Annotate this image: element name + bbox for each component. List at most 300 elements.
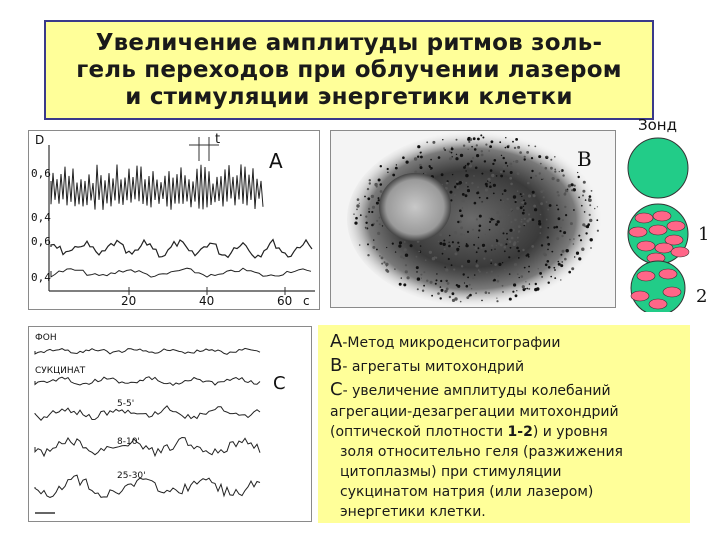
granule-dot	[473, 137, 476, 140]
probe-granule	[667, 221, 685, 231]
granule-dot	[365, 216, 367, 218]
granule-dot	[496, 298, 497, 299]
granule-dot	[404, 248, 407, 251]
granule-dot	[497, 280, 500, 283]
legend-line-5-pre: (оптической плотности	[330, 424, 508, 440]
x-tick-label-40: 40	[199, 294, 215, 308]
granule-dot	[551, 203, 553, 205]
granule-dot	[548, 266, 551, 269]
granule-dot	[372, 206, 375, 209]
granule-dot	[491, 140, 494, 143]
granule-dot	[465, 194, 468, 197]
granule-dot	[545, 167, 548, 170]
granule-dot	[510, 208, 513, 211]
granule-dot	[507, 238, 509, 240]
granule-dot	[558, 263, 561, 266]
granule-dot	[524, 158, 526, 160]
granule-dot	[585, 199, 587, 201]
granule-dot	[395, 167, 398, 170]
granule-dot	[485, 188, 488, 191]
granule-dot	[566, 249, 569, 252]
granule-dot	[499, 141, 501, 143]
granule-dot	[476, 154, 479, 157]
granule-dot	[452, 241, 454, 243]
granule-dot	[517, 172, 520, 175]
granule-dot	[441, 173, 444, 176]
granule-dot	[452, 174, 453, 175]
granule-dot	[548, 282, 550, 284]
trace-a-lower	[51, 240, 312, 278]
granule-dot	[493, 280, 494, 281]
granule-dot	[450, 191, 453, 194]
granule-dot	[469, 198, 470, 199]
granule-dot	[499, 216, 502, 219]
granule-dot	[528, 266, 530, 268]
granule-dot	[422, 290, 424, 292]
granule-dot	[455, 157, 458, 160]
granule-dot	[488, 150, 489, 151]
granule-dot	[524, 218, 526, 220]
granule-dot	[354, 222, 357, 225]
granule-dot	[456, 186, 459, 189]
granule-dot	[420, 274, 422, 276]
granule-dot	[467, 138, 470, 141]
probe-circle-control	[628, 138, 688, 198]
granule-dot	[451, 264, 453, 266]
granule-dot	[417, 277, 420, 280]
granule-dot	[448, 245, 451, 248]
granule-dot	[420, 152, 422, 154]
granule-dot	[504, 238, 506, 240]
granule-dot	[518, 231, 520, 233]
granule-dot	[547, 243, 550, 246]
legend-text-c: - увеличение амплитуды колебаний	[342, 383, 611, 399]
granule-dot	[426, 141, 428, 143]
granule-dot	[442, 253, 444, 255]
granule-dot	[562, 250, 565, 253]
granule-dot	[474, 148, 477, 151]
granule-dot	[359, 203, 360, 204]
granule-dot	[404, 241, 406, 243]
granule-dot	[476, 192, 479, 195]
panel-a-label: A	[269, 149, 283, 173]
granule-dot	[532, 218, 535, 221]
granule-dot	[492, 163, 494, 165]
granule-dot	[521, 196, 522, 197]
granule-dot	[437, 292, 440, 295]
granule-dot	[501, 155, 502, 156]
y-tick-2: 0,4	[31, 211, 51, 224]
probe-number-2: 2	[696, 286, 708, 307]
granule-dot	[512, 141, 514, 143]
granule-dot	[538, 155, 541, 158]
granule-dot	[540, 163, 542, 165]
granule-dot	[528, 218, 531, 221]
granule-dot	[539, 226, 541, 228]
granule-dot	[518, 250, 520, 252]
granule-dot	[505, 162, 507, 164]
granule-dot	[504, 269, 505, 270]
granule-dot	[523, 199, 525, 201]
granule-dot	[510, 166, 512, 168]
granule-dot	[541, 276, 543, 278]
granule-dot	[516, 247, 519, 250]
granule-dot	[377, 232, 380, 235]
granule-dot	[456, 284, 458, 286]
granule-dot	[564, 192, 566, 194]
granule-dot	[371, 195, 374, 198]
legend-letter-a: A	[330, 331, 343, 352]
granule-dot	[489, 185, 492, 188]
granule-dot	[479, 215, 482, 218]
legend-line-c	[330, 379, 611, 400]
granule-dot	[426, 280, 428, 282]
granule-dot	[478, 229, 480, 231]
granule-dot	[500, 229, 503, 232]
granule-dot	[562, 261, 563, 262]
granule-dot	[430, 159, 432, 161]
trace-c-line	[35, 348, 260, 354]
granule-dot	[385, 269, 388, 272]
granule-dot	[443, 147, 445, 149]
trace-c-line	[35, 377, 260, 386]
granule-dot	[432, 257, 435, 260]
granule-dot	[504, 250, 506, 252]
granule-dot	[521, 221, 523, 223]
granule-dot	[460, 233, 463, 236]
granule-dot	[534, 288, 537, 291]
granule-dot	[553, 226, 555, 228]
panel-a-densitogram	[28, 130, 320, 310]
granule-dot	[528, 145, 530, 147]
granule-dot	[569, 239, 571, 241]
granule-dot	[427, 168, 429, 170]
granule-dot	[584, 211, 586, 213]
granule-dot	[360, 214, 362, 216]
granule-dot	[553, 267, 555, 269]
panel-c-label: C	[273, 373, 286, 394]
granule-dot	[543, 196, 545, 198]
trace-label-5: 5-5'	[117, 399, 135, 409]
granule-dot	[583, 181, 586, 184]
granule-dot	[516, 290, 517, 291]
granule-dot	[387, 172, 388, 173]
granule-dot	[554, 156, 556, 158]
granule-dot	[573, 209, 575, 211]
granule-dot	[522, 201, 525, 204]
granule-dot	[452, 292, 455, 295]
granule-dot	[557, 208, 559, 210]
granule-dot	[371, 211, 373, 213]
granule-dot	[518, 257, 520, 259]
granule-dot	[528, 288, 530, 290]
granule-dot	[540, 232, 542, 234]
granule-dot	[381, 263, 383, 265]
granule-dot	[543, 252, 546, 255]
granule-dot	[565, 214, 567, 216]
granule-dot	[551, 251, 553, 253]
granule-dot	[357, 198, 360, 201]
granule-dot	[487, 180, 488, 181]
granule-dot	[519, 151, 522, 154]
probe-granule	[655, 243, 673, 253]
granule-dot	[417, 288, 419, 290]
granule-dot	[463, 166, 466, 169]
legend-letter-b: B	[330, 355, 343, 376]
granule-dot	[494, 159, 497, 162]
y-tick-3: 0,6	[31, 235, 51, 248]
granule-dot	[560, 254, 562, 256]
granule-dot	[540, 214, 541, 215]
granule-dot	[451, 245, 453, 247]
granule-dot	[451, 148, 454, 151]
trace-c-line	[35, 406, 260, 420]
granule-dot	[490, 259, 492, 261]
granule-dot	[513, 161, 514, 162]
granule-dot	[590, 247, 592, 249]
granule-dot	[523, 223, 526, 226]
granule-dot	[581, 205, 583, 207]
granule-dot	[554, 169, 556, 171]
granule-dot	[515, 138, 518, 141]
title-line-3: и стимуляции энергетики клетки	[125, 83, 573, 110]
granule-dot	[467, 186, 469, 188]
probe-granule	[659, 269, 677, 279]
granule-dot	[364, 196, 366, 198]
granule-dot	[380, 183, 383, 186]
granule-dot	[456, 139, 458, 141]
granule-dot	[543, 178, 545, 180]
granule-dot	[564, 258, 567, 261]
granule-dot	[514, 219, 517, 222]
granule-dot	[489, 195, 490, 196]
granule-dot	[464, 282, 465, 283]
granule-dot	[430, 281, 433, 284]
granule-dot	[498, 263, 501, 266]
granule-dot	[562, 174, 564, 176]
panel-c-svg	[29, 327, 312, 522]
granule-dot	[509, 163, 512, 166]
granule-dot	[482, 201, 483, 202]
granule-dot	[515, 294, 518, 297]
legend-line-7: цитоплазмы) при стимуляции	[340, 464, 562, 480]
granule-dot	[373, 239, 374, 240]
granule-dot	[476, 264, 479, 267]
granule-dot	[367, 254, 369, 256]
granule-dot	[463, 145, 465, 147]
granule-dot	[420, 156, 423, 159]
granule-dot	[498, 242, 500, 244]
granule-dot	[468, 141, 470, 143]
granule-dot	[421, 278, 422, 279]
granule-dot	[485, 144, 487, 146]
granule-dot	[416, 271, 418, 273]
granule-dot	[494, 263, 497, 266]
granule-dot	[380, 165, 382, 167]
granule-dot	[456, 154, 457, 155]
granule-dot	[401, 277, 402, 278]
granule-dot	[547, 209, 549, 211]
granule-dot	[510, 247, 512, 249]
granule-dot	[440, 297, 442, 299]
granule-dot	[446, 182, 449, 185]
granule-dot	[444, 149, 446, 151]
granule-dot	[517, 146, 520, 149]
granule-dot	[459, 246, 460, 247]
granule-dot	[520, 193, 522, 195]
granule-dot	[594, 208, 595, 209]
legend-text-a: -Метод микроденситографии	[342, 335, 561, 351]
granule-dot	[449, 296, 451, 298]
granule-dot	[478, 237, 479, 238]
granule-dot	[517, 241, 518, 242]
granule-dot	[359, 244, 361, 246]
granule-dot	[549, 204, 552, 207]
granule-dot	[403, 257, 405, 259]
granule-dot	[481, 247, 483, 249]
granule-dot	[460, 154, 463, 157]
granule-dot	[570, 222, 573, 225]
granule-dot	[418, 251, 420, 253]
granule-dot	[472, 277, 474, 279]
legend-line-8: сукцинатом натрия (или лазером)	[340, 484, 594, 500]
granule-dot	[429, 251, 432, 254]
granule-dot	[470, 160, 472, 162]
granule-dot	[528, 194, 531, 197]
x-unit-label: c	[303, 294, 310, 308]
granule-dot	[517, 190, 519, 192]
granule-dot	[574, 185, 576, 187]
granule-dot	[467, 231, 469, 233]
t-label: t	[215, 132, 221, 147]
probe-svg	[620, 112, 720, 312]
granule-dot	[520, 206, 523, 209]
granule-dot	[563, 231, 566, 234]
granule-dot	[518, 225, 521, 228]
granule-dot	[454, 231, 457, 234]
granule-dot	[462, 207, 463, 208]
granule-dot	[543, 189, 545, 191]
probe-title: Зонд	[638, 116, 677, 134]
title-line-2: гель переходов при облучении лазером	[76, 56, 622, 83]
granule-dot	[581, 248, 584, 251]
granule-dot	[479, 271, 481, 273]
granule-dot	[481, 300, 483, 302]
granule-dot	[489, 229, 491, 231]
granule-dot	[554, 277, 556, 279]
granule-dot	[368, 208, 370, 210]
granule-dot	[505, 243, 507, 245]
granule-dot	[469, 294, 472, 297]
granule-dot	[556, 226, 559, 229]
granule-dot	[493, 219, 495, 221]
trace-label-8-10: 8-10'	[117, 437, 140, 447]
granule-dot	[509, 273, 511, 275]
granule-dot	[441, 289, 444, 292]
granule-dot	[452, 156, 453, 157]
granule-dot	[481, 173, 483, 175]
granule-dot	[469, 164, 472, 167]
granule-dot	[514, 263, 517, 266]
granule-dot	[500, 175, 503, 178]
granule-dot	[392, 174, 395, 177]
granule-dot	[539, 172, 541, 174]
probe-granule	[631, 291, 649, 301]
granule-dot	[568, 271, 571, 274]
granule-dot	[502, 285, 504, 287]
granule-dot	[455, 252, 458, 255]
granule-dot	[385, 263, 388, 266]
granule-dot	[559, 171, 560, 172]
granule-dot	[473, 244, 475, 246]
granule-dot	[582, 190, 585, 193]
granule-dot	[523, 288, 526, 291]
granule-dot	[534, 146, 536, 148]
granule-dot	[461, 265, 463, 267]
granule-dot	[484, 250, 486, 252]
granule-dot	[591, 190, 593, 192]
granule-dot	[573, 243, 575, 245]
probe-granule	[649, 299, 667, 309]
granule-dot	[507, 165, 508, 166]
granule-dot	[513, 195, 516, 198]
x-tick-label-20: 20	[121, 294, 137, 308]
granule-dot	[473, 175, 475, 177]
granule-dot	[550, 276, 552, 278]
granule-dot	[540, 202, 543, 205]
granule-dot	[491, 174, 494, 177]
granule-dot	[471, 288, 472, 289]
granule-dot	[513, 243, 516, 246]
granule-dot	[488, 292, 490, 294]
legend-line-9: энергетики клетки.	[340, 504, 486, 520]
granule-dot	[439, 233, 442, 236]
granule-dot	[534, 208, 537, 211]
granule-dot	[524, 267, 526, 269]
granule-dot	[474, 274, 476, 276]
granule-dot	[523, 209, 525, 211]
granule-dot	[585, 232, 587, 234]
granule-dot	[500, 225, 502, 227]
granule-dot	[489, 221, 491, 223]
granule-dot	[432, 141, 435, 144]
granule-dot	[509, 298, 512, 301]
granule-dot	[559, 230, 561, 232]
granule-dot	[356, 204, 359, 207]
granule-dot	[399, 283, 402, 286]
granule-dot	[526, 151, 529, 154]
granule-dot	[554, 269, 556, 271]
granule-dot	[531, 157, 533, 159]
legend-letter-c: C	[330, 379, 343, 400]
legend-line-a	[330, 331, 560, 352]
granule-dot	[578, 257, 581, 260]
granule-dot	[386, 247, 387, 248]
x-tick-label-60: 60	[277, 294, 293, 308]
granule-dot	[451, 152, 453, 154]
title-line-1: Увеличение амплитуды ритмов золь-	[95, 29, 603, 56]
granule-dot	[521, 275, 524, 278]
granule-dot	[528, 271, 530, 273]
granule-dot	[573, 238, 575, 240]
granule-dot	[503, 166, 506, 169]
granule-dot	[460, 213, 462, 215]
granule-dot	[449, 151, 451, 153]
granule-dot	[438, 156, 441, 159]
granule-dot	[463, 273, 465, 275]
granule-dot	[367, 243, 369, 245]
granule-dot	[446, 288, 449, 291]
